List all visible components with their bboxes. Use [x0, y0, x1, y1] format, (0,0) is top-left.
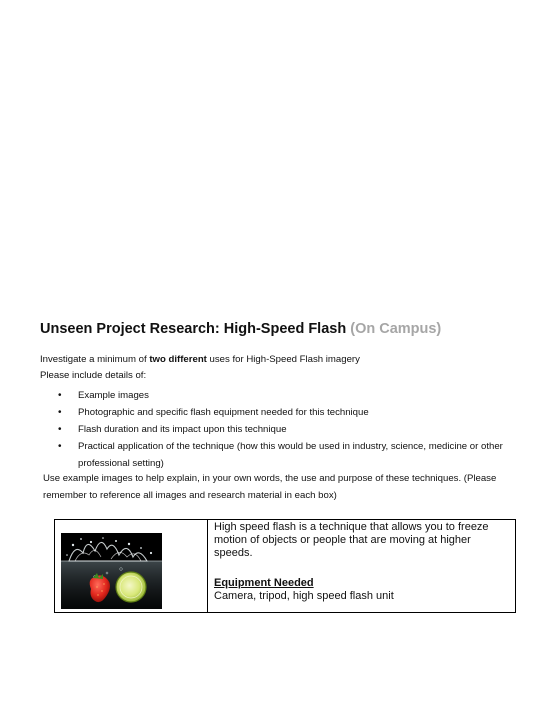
- equipment-heading: Equipment Needed: [214, 577, 314, 589]
- intro-suffix: uses for High-Speed Flash imagery: [206, 354, 360, 365]
- bullet-icon: •: [58, 424, 62, 435]
- list-item-text: Example images: [78, 390, 149, 401]
- bullet-icon: •: [58, 407, 62, 418]
- intro-bold: two different: [149, 354, 207, 365]
- list-item-text: Practical application of the technique (how this would be used in industry, science, medicine or other: [78, 441, 503, 452]
- intro-line: [40, 353, 360, 366]
- list-item: [58, 404, 518, 421]
- list-item-continuation: professional setting): [78, 458, 164, 469]
- fruit-splash-photo: [61, 533, 162, 609]
- research-box: [54, 519, 516, 613]
- closing-paragraph: [43, 470, 513, 504]
- list-item: [58, 421, 518, 438]
- title-main: Unseen Project Research: High-Speed Flash: [40, 321, 347, 337]
- list-item-text: Photographic and specific flash equipment needed for this technique: [78, 407, 369, 418]
- closing-line-2: remember to reference all images and research material in each box): [43, 490, 337, 501]
- intro-prefix: Investigate a minimum of: [40, 354, 150, 365]
- details-list: [58, 387, 518, 472]
- document-title: [40, 321, 441, 337]
- research-image-cell: [55, 520, 208, 612]
- list-item-text: Flash duration and its impact upon this technique: [78, 424, 287, 435]
- title-subtitle: (On Campus): [350, 321, 442, 337]
- technique-description: High speed flash is a technique that allows you to freeze motion of objects or people that are moving at higher speeds.: [214, 521, 489, 559]
- bullet-icon: •: [58, 441, 62, 452]
- include-line: Please include details of:: [40, 370, 147, 381]
- list-item: [58, 387, 518, 404]
- list-item: [58, 438, 518, 472]
- closing-line-1: Use example images to help explain, in your own words, the use and purpose of these techniques. (Please: [43, 473, 497, 484]
- equipment-list: Camera, tripod, high speed flash unit: [214, 590, 394, 602]
- research-text-cell: [208, 520, 515, 612]
- bullet-icon: •: [58, 390, 62, 401]
